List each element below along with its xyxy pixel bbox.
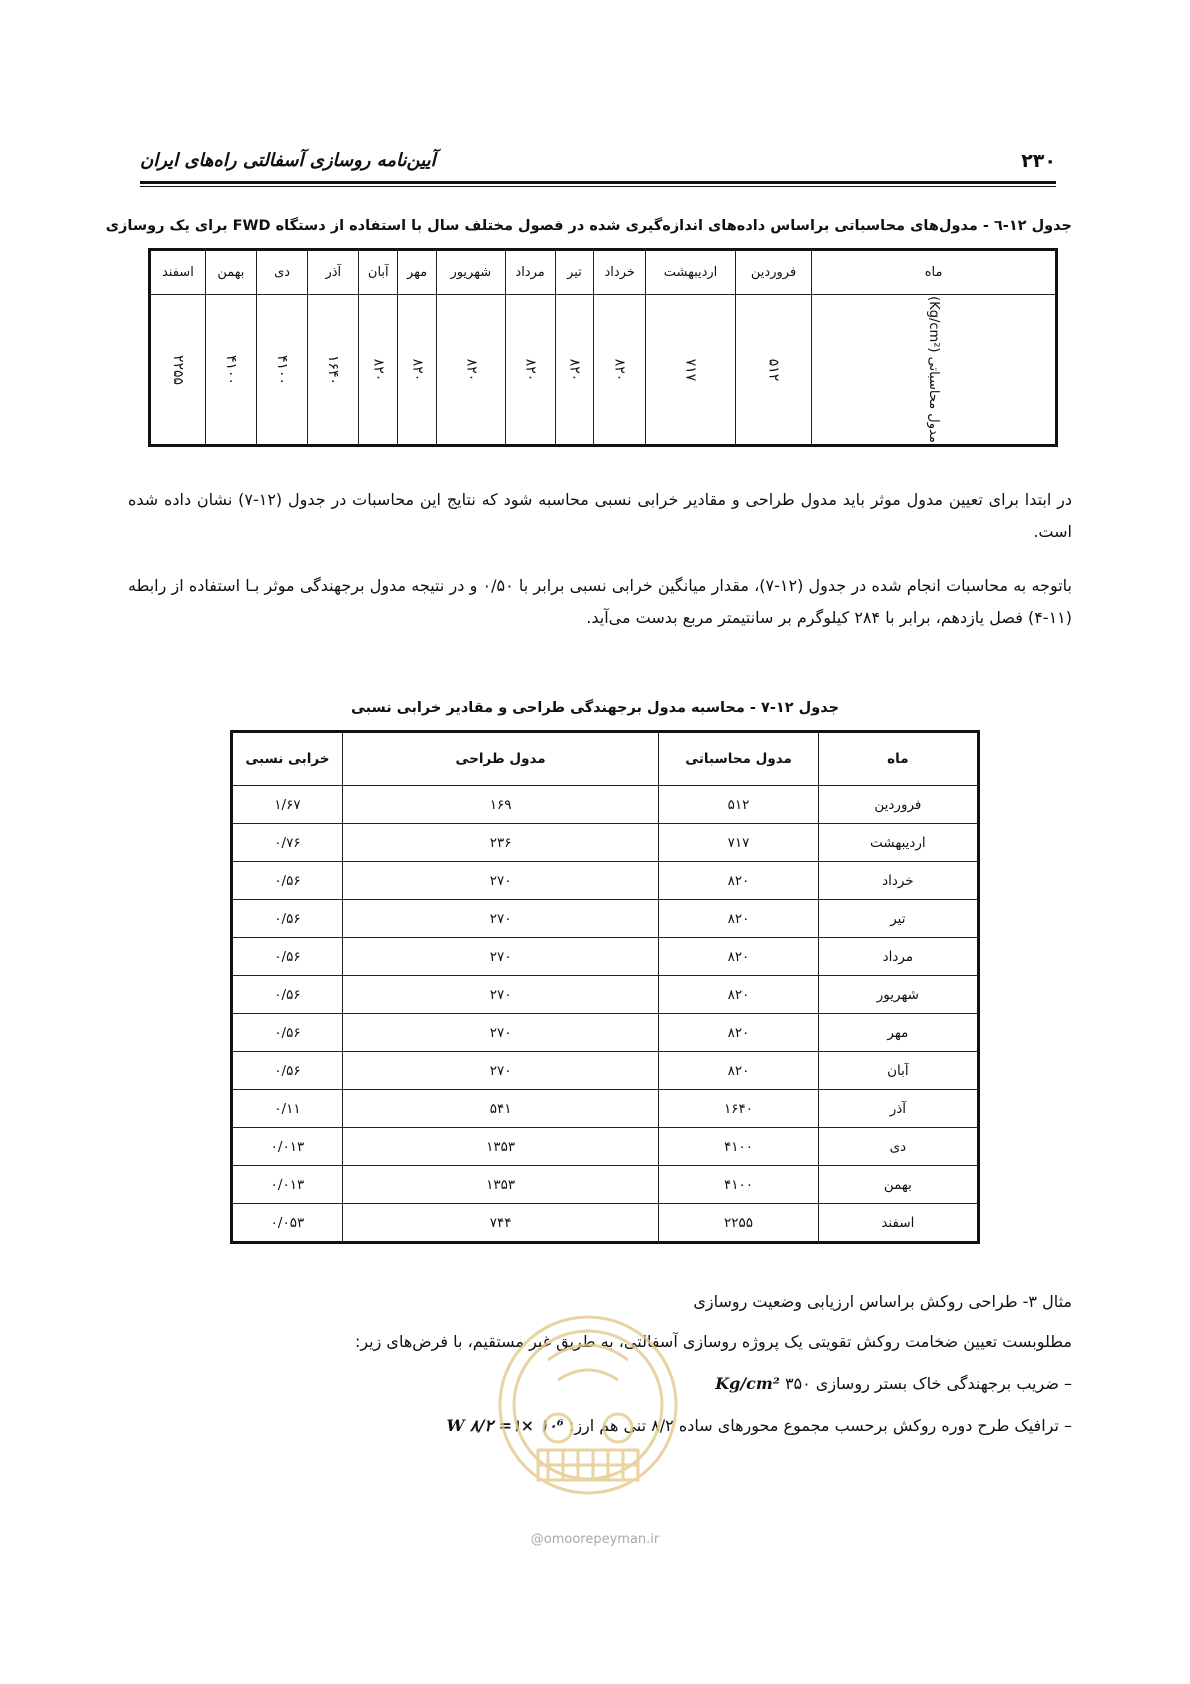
table2-caption: جدول ۱۲-۷ - محاسبه مدول برجهندگی طراحی و مقادیر خرابی نسبی bbox=[350, 700, 840, 716]
relative-damage-cell: ۰/۵۶ bbox=[232, 1014, 343, 1052]
table1-value-cell bbox=[505, 295, 555, 446]
table1-month: بهمن bbox=[205, 250, 256, 295]
calculated-modulus-cell: ۸۲۰ bbox=[659, 976, 818, 1014]
table1-values-row bbox=[150, 295, 1057, 446]
calculated-modulus-cell: ۸۲۰ bbox=[659, 862, 818, 900]
relative-damage-cell: ۰/۰۱۳ bbox=[232, 1128, 343, 1166]
table-row bbox=[232, 976, 979, 1014]
table-row bbox=[232, 938, 979, 976]
design-modulus-cell: ۲۳۶ bbox=[342, 824, 658, 862]
example-intro: مطلوبست تعیین ضخامت روکش تقویتی یک پروژه روسازی آسفالتی، به طریق غیر مستقیم، با فرض‌های زیر: bbox=[354, 1332, 1072, 1351]
relative-damage-cell: ۰/۵۶ bbox=[232, 976, 343, 1014]
table1-value-cell bbox=[398, 295, 437, 446]
table1-value-cell bbox=[436, 295, 505, 446]
calculated-modulus-cell: ۴۱۰۰ bbox=[659, 1166, 818, 1204]
month-cell: بهمن bbox=[818, 1166, 978, 1204]
table1-value-cell bbox=[555, 295, 594, 446]
table2-body bbox=[232, 786, 979, 1243]
calculated-modulus-cell: ۸۲۰ bbox=[659, 1052, 818, 1090]
design-modulus-cell: ۲۷۰ bbox=[342, 938, 658, 976]
month-cell: آبان bbox=[818, 1052, 978, 1090]
bullet-traffic-formula: W ۸/۲ =۱× ۱۰⁶ bbox=[446, 1416, 564, 1435]
table1-value-cell bbox=[735, 295, 811, 446]
relative-damage-cell: ۰/۷۶ bbox=[232, 824, 343, 862]
table1-value-cell bbox=[594, 295, 646, 446]
table1-month: اردیبهشت bbox=[646, 250, 736, 295]
table1-value-cell bbox=[359, 295, 398, 446]
relative-damage-cell: ۰/۱۱ bbox=[232, 1090, 343, 1128]
table-row bbox=[232, 1166, 979, 1204]
table1-value: ۸۲۰ bbox=[611, 358, 628, 381]
month-cell: مهر bbox=[818, 1014, 978, 1052]
page-header bbox=[140, 150, 1056, 180]
table1-value-cell bbox=[308, 295, 359, 446]
table1-value: ۸۲۰ bbox=[370, 358, 387, 381]
watermark-logo bbox=[488, 1300, 688, 1540]
table1-value: ۷۱۷ bbox=[682, 358, 699, 381]
table1-month: مهر bbox=[398, 250, 437, 295]
table1-row-label-cell bbox=[812, 295, 1057, 446]
design-modulus-cell: ۲۷۰ bbox=[342, 1052, 658, 1090]
calculated-modulus-cell: ۸۲۰ bbox=[659, 938, 818, 976]
watermark-url: @omoorepeyman.ir bbox=[530, 1532, 660, 1547]
paragraph-result: باتوجه به محاسبات انجام شده در جدول (۱۲-۷)، مقدار میانگین خرابی نسبی برابر با ۰/۵۰ و در نتیجه مدول برجهندگی موثر بـا استفاده از رابطه (۱۱-۴) فصل یازدهم، برابر با ۲۸۴ کیلوگرم بر سانتیمتر مربع بدست می‌آید. bbox=[128, 576, 1072, 627]
table1-month: دی bbox=[257, 250, 308, 295]
running-title: آیین‌نامه روسازی آسفالتی راه‌های ایران bbox=[140, 150, 436, 171]
month-cell: اردیبهشت bbox=[818, 824, 978, 862]
table-row bbox=[232, 900, 979, 938]
table1-month: آذر bbox=[308, 250, 359, 295]
table1-value: ۲۲۵۵ bbox=[169, 354, 186, 385]
table1-value: ۸۲۰ bbox=[409, 358, 426, 381]
table1-month: فروردین bbox=[735, 250, 811, 295]
table1-header-row bbox=[150, 250, 1057, 295]
design-modulus-cell: ۱۶۹ bbox=[342, 786, 658, 824]
relative-damage-cell: ۰/۰۱۳ bbox=[232, 1166, 343, 1204]
table1-month: آبان bbox=[359, 250, 398, 295]
month-cell: تیر bbox=[818, 900, 978, 938]
table-row bbox=[232, 1204, 979, 1243]
table1-value: ۴۱۰۰ bbox=[222, 354, 239, 385]
header-relative-damage: خرابی نسبی bbox=[232, 732, 343, 786]
design-modulus-cell: ۵۴۱ bbox=[342, 1090, 658, 1128]
header-rule-thin bbox=[140, 186, 1056, 187]
table1-value: ۸۲۰ bbox=[462, 358, 479, 381]
table1-month: شهریور bbox=[436, 250, 505, 295]
bullet-traffic-text: – ترافیک طرح دوره روکش برحسب مجموع محورهای ساده ۸/۲ تنی هم ارز: bbox=[568, 1416, 1072, 1435]
month-cell: اسفند bbox=[818, 1204, 978, 1243]
bullet-subgrade-text: – ضریب برجهندگی خاک بستر روسازی ۳۵۰ bbox=[784, 1374, 1072, 1393]
relative-damage-cell: ۰/۵۶ bbox=[232, 900, 343, 938]
table1-row-label: مدول محاسباتی (Kg/cm²) bbox=[926, 296, 942, 443]
table1-value-cell bbox=[205, 295, 256, 446]
page-number: ۲۳۰ bbox=[1021, 150, 1056, 172]
relative-damage-cell: ۰/۵۶ bbox=[232, 938, 343, 976]
modulus-by-month-table bbox=[148, 248, 1058, 447]
table-row bbox=[232, 1052, 979, 1090]
design-modulus-table bbox=[230, 730, 980, 1244]
relative-damage-cell: ۰/۵۶ bbox=[232, 862, 343, 900]
table-row bbox=[232, 862, 979, 900]
month-cell: خرداد bbox=[818, 862, 978, 900]
calculated-modulus-cell: ۱۶۴۰ bbox=[659, 1090, 818, 1128]
calculated-modulus-cell: ۷۱۷ bbox=[659, 824, 818, 862]
table1-value: ۸۲۰ bbox=[522, 358, 539, 381]
table-row bbox=[232, 824, 979, 862]
relative-damage-cell: ۰/۵۶ bbox=[232, 1052, 343, 1090]
header-rule bbox=[140, 181, 1056, 184]
calculated-modulus-cell: ۸۲۰ bbox=[659, 1014, 818, 1052]
example-title: مثال ۳- طراحی روکش براساس ارزیابی وضعیت روسازی bbox=[693, 1292, 1072, 1311]
calculated-modulus-cell: ۲۲۵۵ bbox=[659, 1204, 818, 1243]
design-modulus-cell: ۲۷۰ bbox=[342, 900, 658, 938]
month-cell: شهریور bbox=[818, 976, 978, 1014]
table1-month: مرداد bbox=[505, 250, 555, 295]
table1-month: تیر bbox=[555, 250, 594, 295]
relative-damage-cell: ۱/۶۷ bbox=[232, 786, 343, 824]
bullet-subgrade-unit: Kg/cm² bbox=[715, 1374, 780, 1393]
design-modulus-cell: ۷۴۴ bbox=[342, 1204, 658, 1243]
table1-month: اسفند bbox=[150, 250, 206, 295]
table2-header-row bbox=[232, 732, 979, 786]
table1-header-label: ماه bbox=[812, 250, 1057, 295]
design-modulus-cell: ۲۷۰ bbox=[342, 1014, 658, 1052]
table-row bbox=[232, 1014, 979, 1052]
month-cell: دی bbox=[818, 1128, 978, 1166]
table1-value-cell bbox=[150, 295, 206, 446]
table1-value: ۴۱۰۰ bbox=[274, 354, 291, 385]
header-month: ماه bbox=[818, 732, 978, 786]
design-modulus-cell: ۱۳۵۳ bbox=[342, 1166, 658, 1204]
calculated-modulus-cell: ۵۱۲ bbox=[659, 786, 818, 824]
month-cell: آذر bbox=[818, 1090, 978, 1128]
design-modulus-cell: ۱۳۵۳ bbox=[342, 1128, 658, 1166]
table1-value: ۸۲۰ bbox=[566, 358, 583, 381]
table1-value: ۵۱۲ bbox=[765, 358, 782, 381]
table-row bbox=[232, 1128, 979, 1166]
relative-damage-cell: ۰/۰۵۳ bbox=[232, 1204, 343, 1243]
table1-value-cell bbox=[257, 295, 308, 446]
header-calculated-modulus: مدول محاسباتی bbox=[659, 732, 818, 786]
table-row bbox=[232, 786, 979, 824]
month-cell: فروردین bbox=[818, 786, 978, 824]
table1-month: خرداد bbox=[594, 250, 646, 295]
paragraph-intro: در ابتدا برای تعیین مدول موثر باید مدول طراحی و مقادیر خرابی نسبی محاسبه شود که نتایج این محاسبات در جدول (۱۲-۷) نشان داده شده است. bbox=[128, 490, 1072, 541]
design-modulus-cell: ۲۷۰ bbox=[342, 862, 658, 900]
header-design-modulus: مدول طراحی bbox=[342, 732, 658, 786]
calculated-modulus-cell: ۸۲۰ bbox=[659, 900, 818, 938]
month-cell: مرداد bbox=[818, 938, 978, 976]
table-row bbox=[232, 1090, 979, 1128]
calculated-modulus-cell: ۴۱۰۰ bbox=[659, 1128, 818, 1166]
table1-value: ۱۶۴۰ bbox=[325, 354, 342, 385]
table1-caption: جدول ۱۲-٦ - مدول‌های محاسباتی براساس داده‌های اندازه‌گیری شده در فصول مختلف سال با استفاده از دستگاه FWD برای یک روسازی bbox=[105, 218, 1072, 234]
design-modulus-cell: ۲۷۰ bbox=[342, 976, 658, 1014]
table1-value-cell bbox=[646, 295, 736, 446]
